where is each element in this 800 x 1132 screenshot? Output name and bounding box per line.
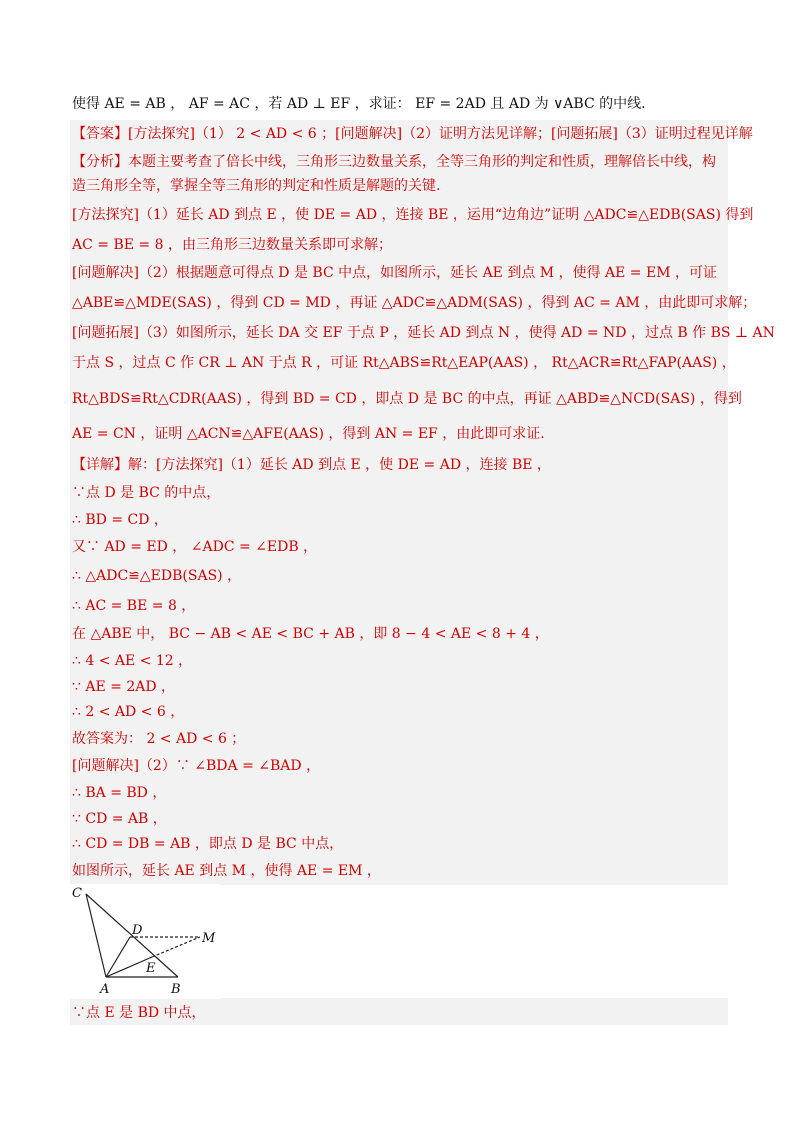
detail-line-17: ∵点 E 是 BD 中点， bbox=[72, 1005, 206, 1021]
label-m: M bbox=[202, 931, 216, 946]
analysis-line-9: Rt△BDS≌Rt△CDR(AAS) ，得到 BD = CD ，即点 D 是 BC 的中点，再证 △ABD≌△NCD(SAS) ，得到 bbox=[72, 391, 742, 407]
segment-ad bbox=[106, 937, 130, 977]
analysis-line-8: 于点 S ，过点 C 作 CR ⊥ AN 于点 R ，可证 Rt△ABS≌Rt△EAP(AAS) ， Rt△ACR≌Rt△FAP(AAS) ， bbox=[72, 355, 736, 371]
geometry-diagram bbox=[70, 884, 220, 999]
segment-em bbox=[152, 937, 200, 957]
geometry-figure bbox=[70, 884, 220, 999]
label-e: E bbox=[146, 961, 156, 976]
detail-line-14: ∵ CD = AB ， bbox=[72, 811, 167, 827]
detail-line-8: ∴ 4 < AE < 12 ， bbox=[72, 653, 193, 669]
problem-statement: 使得 AE = AB ， AF = AC ，若 AD ⊥ EF ，求证： EF = 2AD 且 AD 为 ∨ABC 的中线. bbox=[72, 96, 646, 112]
answer-line: 【答案】[方法探究]（1） 2 < AD < 6 ；[问题解决]（2）证明方法见详解；[问题拓展]（3）证明过程见详解 bbox=[72, 126, 753, 142]
analysis-line-2: 造三角形全等，掌握全等三角形的判定和性质是解题的关键. bbox=[72, 178, 441, 194]
label-b: B bbox=[171, 982, 181, 997]
detail-line-1: 【详解】解：[方法探究]（1）延长 AD 到点 E ，使 DE = AD ，连接 BE ， bbox=[72, 457, 551, 473]
analysis-line-6: △ABE≌△MDE(SAS) ，得到 CD = MD ，再证 △ADC≌△ADM(SAS) ，得到 AC = AM ，由此即可求解； bbox=[72, 295, 757, 311]
analysis-line-10: AE = CN ，证明 △ACN≌△AFE(AAS) ，得到 AN = EF ，由此即可求证. bbox=[72, 426, 545, 442]
detail-line-13: ∴ BA = BD ， bbox=[72, 785, 167, 801]
detail-line-10: ∴ 2 < AD < 6 ， bbox=[72, 704, 185, 720]
detail-line-12: [问题解决]（2）∵ ∠BDA = ∠BAD ， bbox=[72, 758, 321, 774]
analysis-line-3: [方法探究]（1）延长 AD 到点 E ，使 DE = AD ，连接 BE ，运用“边角边”证明 △ADC≌△EDB(SAS) 得到 bbox=[72, 207, 754, 223]
detail-line-16: 如图所示，延长 AE 到点 M ，使得 AE = EM ， bbox=[72, 863, 381, 879]
detail-line-9: ∵ AE = 2AD ， bbox=[72, 679, 176, 695]
label-a: A bbox=[100, 982, 110, 997]
detail-line-3: ∴ BD = CD ， bbox=[72, 512, 168, 528]
label-d: D bbox=[132, 923, 143, 938]
detail-line-11: 故答案为： 2 < AD < 6 ； bbox=[72, 731, 246, 747]
detail-line-5: ∴ △ADC≌△EDB(SAS) ， bbox=[72, 568, 242, 584]
detail-line-2: ∵点 D 是 BC 的中点， bbox=[72, 485, 221, 501]
label-c: C bbox=[72, 886, 82, 901]
detail-line-15: ∴ CD = DB = AB ，即点 D 是 BC 中点， bbox=[72, 836, 344, 852]
detail-line-6: ∴ AC = BE = 8 ， bbox=[72, 598, 196, 614]
analysis-line-1: 【分析】本题主要考查了倍长中线，三角形三边数量关系，全等三角形的判定和性质，理解倍长中线，构 bbox=[72, 154, 716, 170]
analysis-line-4: AC = BE = 8 ，由三角形三边数量关系即可求解； bbox=[72, 237, 392, 253]
analysis-line-5: [问题解决]（2）根据题意可得点 D 是 BC 中点，如图所示，延长 AE 到点 M ，使得 AE = EM ，可证 bbox=[72, 265, 717, 281]
segment-ca bbox=[86, 894, 106, 977]
detail-line-7: 在 △ABE 中， BC − AB < AE < BC + AB ，即 8 − 4 < AE < 8 + 4 ， bbox=[72, 626, 549, 642]
analysis-line-7: [问题拓展]（3）如图所示，延长 DA 交 EF 于点 P ，延长 AD 到点 N ，使得 AD = ND ，过点 B 作 BS ⊥ AN bbox=[72, 325, 775, 341]
detail-line-4: 又∵ AD = ED ， ∠ADC = ∠EDB ， bbox=[72, 539, 318, 555]
